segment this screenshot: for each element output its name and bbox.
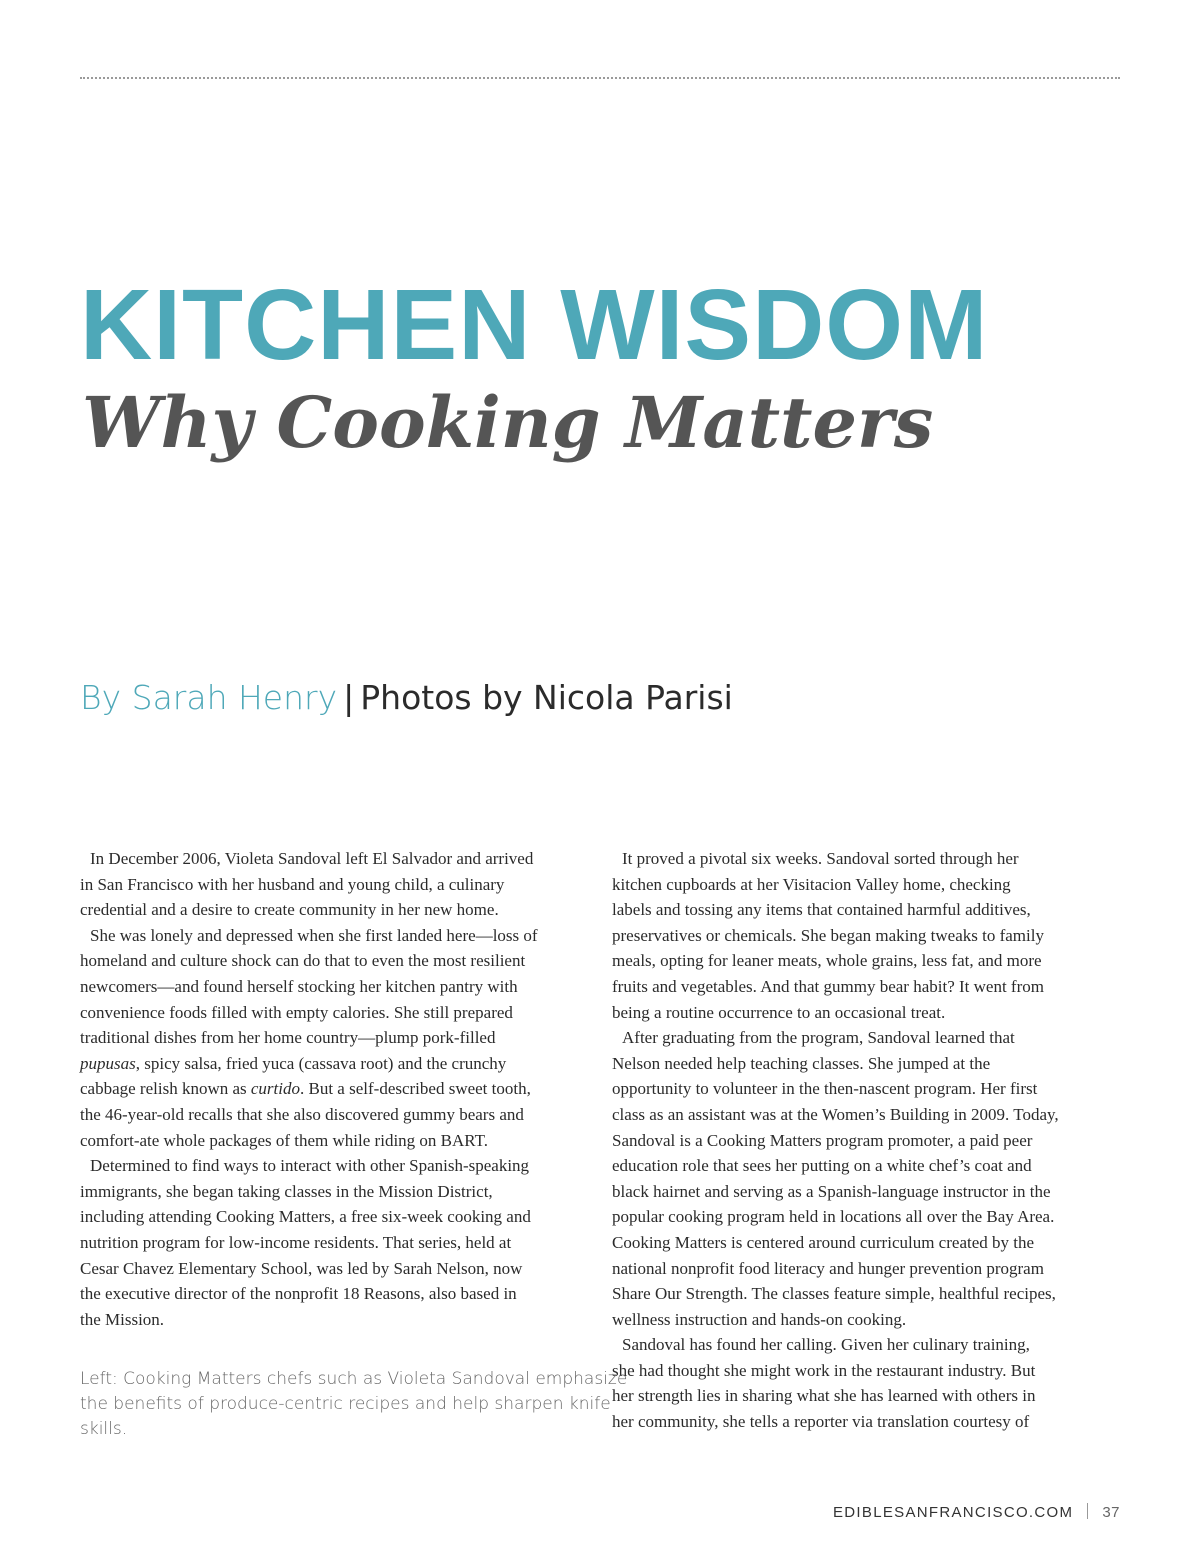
text-line: immigrants, she began taking classes in the Mission District, bbox=[80, 1181, 493, 1201]
body-column-left bbox=[80, 846, 588, 1332]
page-footer bbox=[833, 1503, 1120, 1521]
text-line: Sandoval has found her calling. Given her culinary training, bbox=[622, 1335, 1030, 1355]
text-line: meals, opting for leaner meats, whole grains, less fat, and more bbox=[612, 951, 1042, 971]
text-line: her strength lies in sharing what she has learned with others in bbox=[612, 1386, 1036, 1406]
byline-author: By Sarah Henry bbox=[80, 678, 338, 717]
text-line: Cesar Chavez Elementary School, was led by Sarah Nelson, now bbox=[80, 1258, 523, 1278]
italic-term: pupusas bbox=[80, 1053, 136, 1073]
text-line: fruits and vegetables. And that gummy bear habit? It went from bbox=[612, 976, 1044, 996]
text-line: newcomers—and found herself stocking her kitchen pantry with bbox=[80, 976, 518, 996]
photo-caption bbox=[80, 1367, 628, 1442]
text-line: the Mission. bbox=[80, 1309, 165, 1329]
text-line: popular cooking program held in locations all over the Bay Area. bbox=[612, 1207, 1055, 1227]
text-line: in San Francisco with her husband and young child, a culinary bbox=[80, 874, 505, 894]
text-line: kitchen cupboards at her Visitacion Valley home, checking bbox=[612, 874, 1011, 894]
paragraph bbox=[80, 923, 588, 1153]
caption-line: Left: Cooking Matters chefs such as Violeta Sandoval emphasize bbox=[80, 1369, 628, 1389]
paragraph bbox=[612, 1332, 1120, 1434]
text-line: pupusas, spicy salsa, fried yuca (cassava root) and the crunchy bbox=[80, 1053, 507, 1073]
text-line: including attending Cooking Matters, a free six-week cooking and bbox=[80, 1207, 531, 1227]
text-line: In December 2006, Violeta Sandoval left El Salvador and arrived bbox=[90, 849, 534, 868]
text-line: she had thought she might work in the restaurant industry. But bbox=[612, 1360, 1036, 1380]
text-line: education role that sees her putting on a white chef’s coat and bbox=[612, 1156, 1032, 1176]
text-line: convenience foods filled with empty calories. She still prepared bbox=[80, 1002, 513, 1022]
paragraph bbox=[612, 1025, 1120, 1332]
text-line: labels and tossing any items that contained harmful additives, bbox=[612, 900, 1031, 920]
text-line: being a routine occurrence to an occasional treat. bbox=[612, 1002, 946, 1022]
top-dotted-rule bbox=[80, 77, 1120, 79]
text-line: national nonprofit food literacy and hunger prevention program bbox=[612, 1258, 1044, 1278]
page-number: 37 bbox=[1102, 1504, 1120, 1521]
text-line: preservatives or chemicals. She began making tweaks to family bbox=[612, 925, 1044, 945]
article-title: KITCHEN WISDOM bbox=[80, 269, 989, 381]
text-line: her community, she tells a reporter via translation courtesy of bbox=[612, 1412, 1030, 1432]
article-subtitle: Why Cooking Matters bbox=[82, 381, 934, 464]
footer-site-url: EDIBLESANFRANCISCO.COM bbox=[833, 1504, 1074, 1521]
text-line: Determined to find ways to interact with other Spanish-speaking bbox=[90, 1156, 530, 1176]
caption-line: the benefits of produce-centric recipes and help sharpen knife bbox=[80, 1394, 611, 1414]
caption-line: skills. bbox=[80, 1419, 128, 1439]
byline-photos: Photos by Nicola Parisi bbox=[360, 678, 733, 717]
text-line: nutrition program for low-income residents. That series, held at bbox=[80, 1232, 512, 1252]
paragraph bbox=[80, 1153, 588, 1332]
footer-divider bbox=[1087, 1503, 1088, 1519]
text-line: Sandoval is a Cooking Matters program promoter, a paid peer bbox=[612, 1130, 1033, 1150]
text-line: traditional dishes from her home country—plump pork-filled bbox=[80, 1028, 496, 1048]
text-line: It proved a pivotal six weeks. Sandoval sorted through her bbox=[622, 849, 1019, 868]
text-line: cabbage relish known as curtido. But a self-described sweet tooth, bbox=[80, 1079, 531, 1099]
text-line: Nelson needed help teaching classes. She jumped at the bbox=[612, 1053, 991, 1073]
paragraph bbox=[80, 846, 588, 923]
text-line: She was lonely and depressed when she first landed here—loss of bbox=[90, 925, 538, 945]
text-line: class as an assistant was at the Women’s Building in 2009. Today, bbox=[612, 1104, 1059, 1124]
text-line: the 46-year-old recalls that she also discovered gummy bears and bbox=[80, 1104, 524, 1124]
text-line: opportunity to volunteer in the then-nascent program. Her first bbox=[612, 1079, 1038, 1099]
text-line: the executive director of the nonprofit 18 Reasons, also based in bbox=[80, 1284, 517, 1304]
body-column-right bbox=[612, 846, 1120, 1435]
text-line: wellness instruction and hands-on cooking. bbox=[612, 1309, 907, 1329]
text-line: After graduating from the program, Sandoval learned that bbox=[622, 1028, 1015, 1048]
text-line: Share Our Strength. The classes feature simple, healthful recipes, bbox=[612, 1284, 1056, 1304]
byline bbox=[80, 676, 733, 720]
paragraph bbox=[612, 846, 1120, 1025]
text-line: homeland and culture shock can do that to even the most resilient bbox=[80, 951, 526, 971]
text-line: Cooking Matters is centered around curriculum created by the bbox=[612, 1232, 1035, 1252]
text-line: credential and a desire to create community in her new home. bbox=[80, 900, 499, 920]
text-line: black hairnet and serving as a Spanish-language instructor in the bbox=[612, 1181, 1051, 1201]
text-line: comfort-ate whole packages of them while riding on BART. bbox=[80, 1130, 488, 1150]
byline-separator: | bbox=[343, 678, 355, 717]
italic-term: curtido bbox=[250, 1079, 300, 1099]
